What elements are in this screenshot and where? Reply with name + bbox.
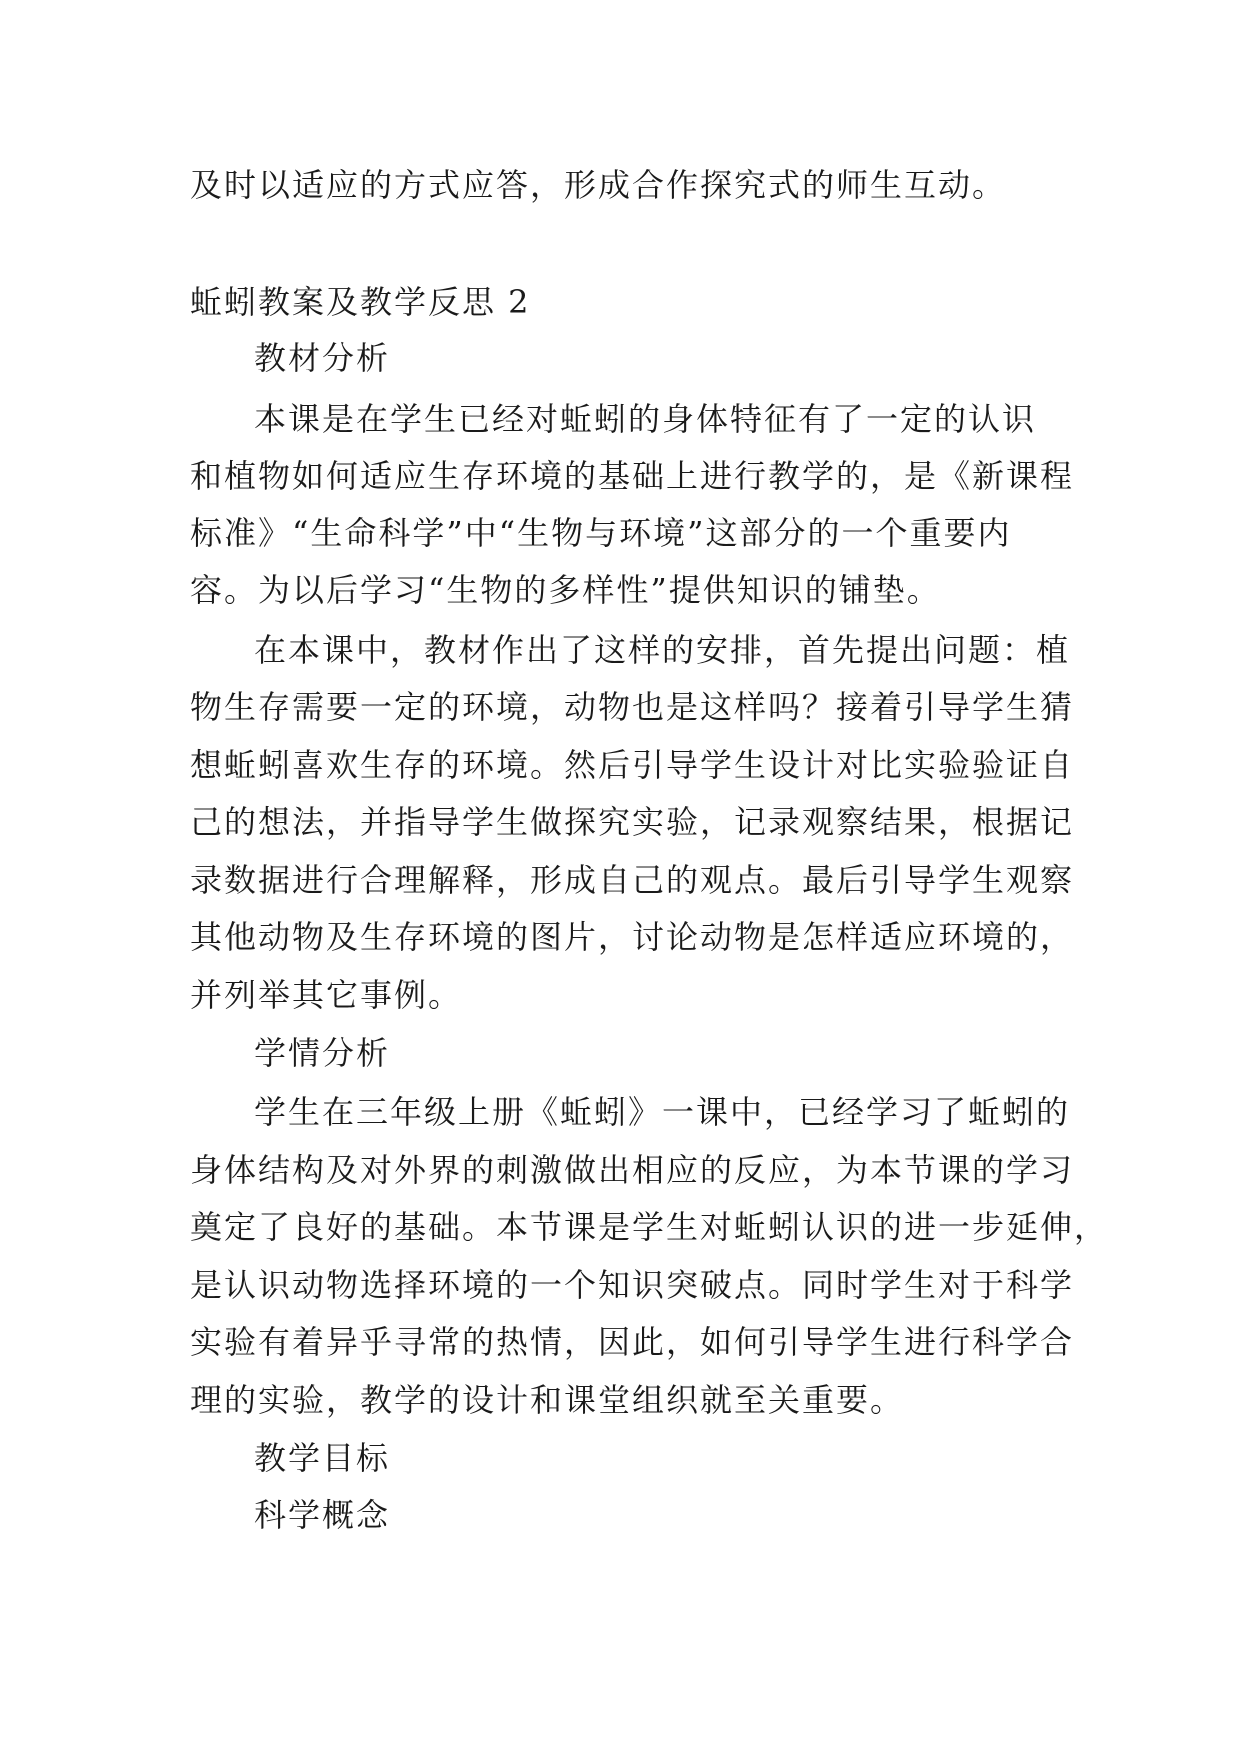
- paragraph-line: 理的实验，教学的设计和课堂组织就至关重要。: [190, 1381, 905, 1419]
- paragraph-line: 学生在三年级上册《蚯蚓》一课中，已经学习了蚯蚓的: [254, 1093, 1071, 1131]
- paragraph-line: 身体结构及对外界的刺激做出相应的反应，为本节课的学习: [190, 1151, 1075, 1189]
- paragraph-line: 其他动物及生存环境的图片，讨论动物是怎样适应环境的，: [190, 918, 1075, 956]
- paragraph-line: 本课是在学生已经对蚯蚓的身体特征有了一定的认识: [254, 400, 1037, 438]
- section-title: 蚯蚓教案及教学反思 2: [190, 283, 531, 321]
- paragraph-line: 想蚯蚓喜欢生存的环境。然后引导学生设计对比实验验证自: [190, 746, 1075, 784]
- paragraph-line: 容。为以后学习“生物的多样性”提供知识的铺垫。: [190, 571, 941, 609]
- paragraph-line: 己的想法，并指导学生做探究实验，记录观察结果，根据记: [190, 803, 1075, 841]
- paragraph-line: 并列举其它事例。: [190, 976, 463, 1014]
- subheading-teaching-goals: 教学目标: [254, 1439, 391, 1477]
- paragraph-line: 是认识动物选择环境的一个知识突破点。同时学生对于科学: [190, 1266, 1075, 1304]
- paragraph-line: 录数据进行合理解释，形成自己的观点。最后引导学生观察: [190, 861, 1075, 899]
- paragraph-line: 实验有着异乎寻常的热情，因此，如何引导学生进行科学合: [190, 1323, 1075, 1361]
- paragraph-line: 在本课中，教材作出了这样的安排，首先提出问题：植: [254, 631, 1071, 669]
- subheading-science-concepts: 科学概念: [254, 1496, 391, 1534]
- paragraph-line: 物生存需要一定的环境，动物也是这样吗？接着引导学生猜: [190, 688, 1075, 726]
- paragraph-line: 标准》“生命科学”中“生物与环境”这部分的一个重要内: [190, 514, 1012, 552]
- paragraph-line: 及时以适应的方式应答，形成合作探究式的师生互动。: [190, 166, 1007, 204]
- paragraph-line: 和植物如何适应生存环境的基础上进行教学的，是《新课程: [190, 457, 1075, 495]
- subheading-student-analysis: 学情分析: [254, 1034, 391, 1072]
- paragraph-line: 奠定了良好的基础。本节课是学生对蚯蚓认识的进一步延伸，: [190, 1208, 1109, 1246]
- subheading-textbook-analysis: 教材分析: [254, 339, 391, 377]
